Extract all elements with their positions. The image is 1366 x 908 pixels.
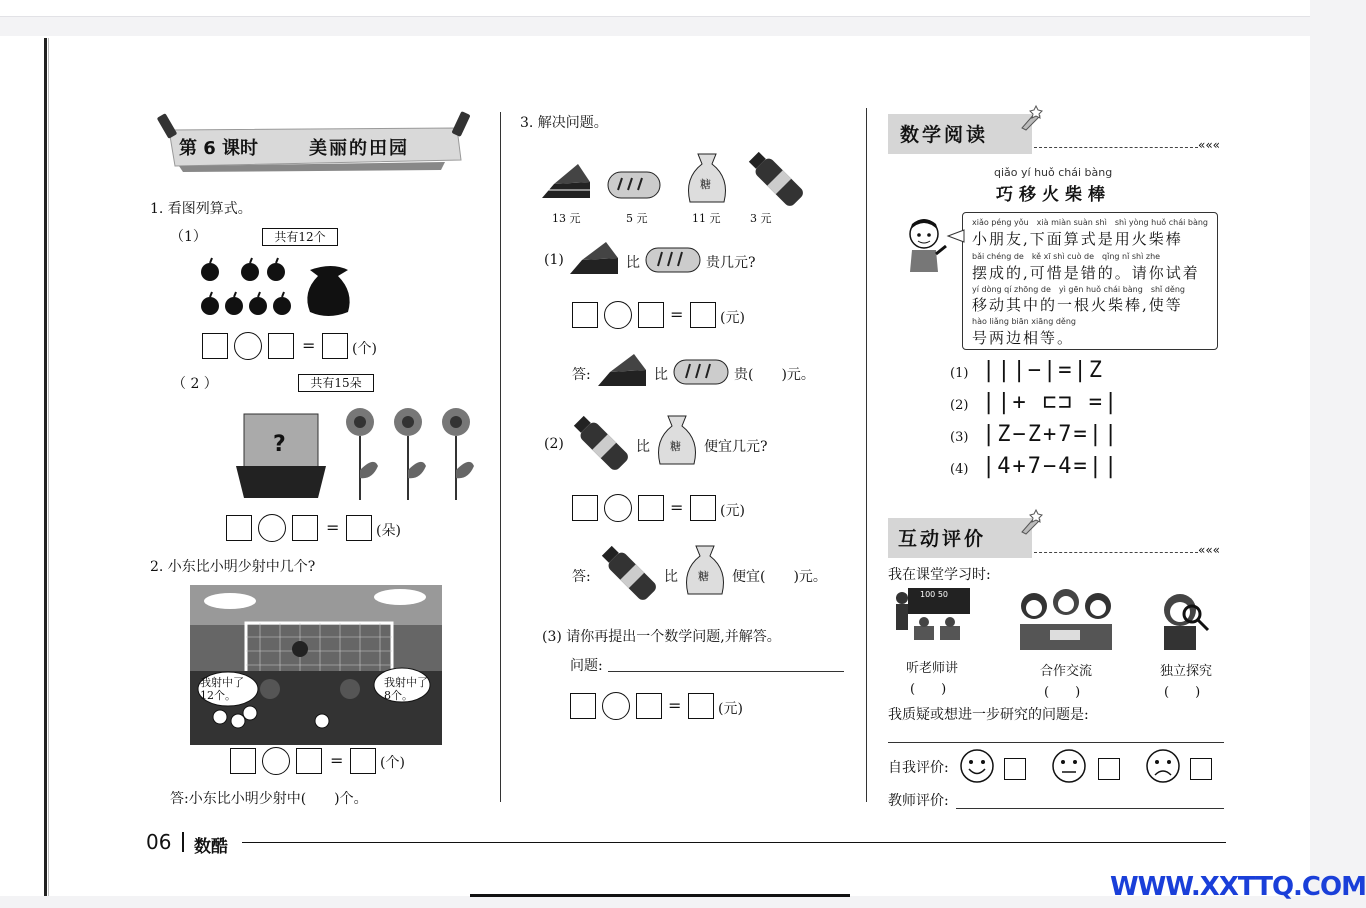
answer-box[interactable] — [572, 495, 598, 521]
reading-pinyin-2: bǎi chéng de kě xī shì cuò de qǐng nǐ shì zhe — [972, 252, 1161, 261]
answer-box[interactable] — [350, 748, 376, 774]
matchstick-eq-label: (1) — [950, 366, 969, 381]
teacher-eval-line[interactable] — [956, 808, 1224, 809]
equals-sign: = — [326, 518, 340, 537]
speech-bubble-left: 我射中了12个。 — [200, 676, 244, 702]
page-spine — [44, 38, 47, 896]
operator-circle[interactable] — [604, 494, 632, 522]
candy-bag-label: 糖 — [698, 570, 709, 583]
pencil-star-icon — [1018, 508, 1044, 536]
self-eval-checkbox[interactable] — [1190, 758, 1212, 780]
comparison-word: 比 — [636, 439, 650, 455]
unit-label: (朵) — [376, 523, 401, 539]
q1-part1-label: （1） — [170, 229, 207, 245]
q3-part3-ask: 问题: — [570, 658, 603, 674]
price-water: 3 元 — [750, 212, 772, 225]
bread-icon — [606, 168, 662, 200]
water-bottle-icon — [570, 412, 630, 472]
unit-label: (个) — [380, 755, 405, 771]
answer-box[interactable] — [570, 693, 596, 719]
reading-pinyin-1: xiǎo péng yǒu xià miàn suàn shì shì yòng huǒ chái bàng — [972, 218, 1209, 227]
teacher-eval-label: 教师评价: — [888, 793, 949, 809]
question-write-line[interactable] — [888, 742, 1224, 743]
operator-circle[interactable] — [258, 514, 286, 542]
answer-box[interactable] — [688, 693, 714, 719]
banner-pin-right-icon — [450, 110, 474, 138]
reading-line-1: 小朋友,下面算式是用火柴棒 — [972, 230, 1183, 248]
price-candy: 11 元 — [692, 212, 721, 225]
matchstick-equation: |4+7−4=|| — [982, 454, 1120, 479]
eval-chevrons: ««« — [1198, 543, 1221, 557]
lesson-title: 美丽的田园 — [309, 138, 409, 159]
lesson-banner — [165, 124, 463, 170]
answer-box[interactable] — [690, 495, 716, 521]
equals-sign: = — [302, 336, 316, 355]
eval-intro: 我在课堂学习时: — [888, 567, 991, 583]
answer-box[interactable] — [268, 333, 294, 359]
cake-icon — [540, 160, 592, 202]
q1-part2-total-tag: 共有15朵 — [298, 374, 374, 392]
blackboard-text: 100 50 — [920, 590, 948, 599]
neutral-face-icon — [1050, 748, 1088, 784]
bread-icon — [672, 358, 730, 386]
answer-box[interactable] — [638, 302, 664, 328]
comparison-word: 比 — [654, 367, 668, 383]
matchstick-eq-label: (2) — [950, 398, 969, 413]
answer-box[interactable] — [322, 333, 348, 359]
operator-circle[interactable] — [234, 332, 262, 360]
answer-box[interactable] — [636, 693, 662, 719]
soccer-scene-image — [190, 585, 442, 745]
reading-heading: 数学阅读 — [900, 124, 989, 146]
equals-sign: = — [670, 498, 684, 517]
happy-face-icon — [958, 748, 996, 784]
page-number: 06 — [146, 830, 172, 854]
site-watermark: WWW.XXTTQ.COM — [1110, 872, 1366, 902]
answer-box[interactable] — [346, 515, 372, 541]
flowers-illustration — [232, 400, 482, 504]
q3-part2-question: 便宜几元? — [704, 439, 768, 455]
q2-answer: 答:小东比小明少射中( )个。 — [170, 791, 368, 807]
answer-box[interactable] — [226, 515, 252, 541]
pencil-star-icon — [1018, 104, 1044, 132]
comparison-word: 比 — [664, 569, 678, 585]
bread-icon — [644, 246, 702, 274]
price-bread: 5 元 — [626, 212, 648, 225]
boy-illustration — [900, 216, 950, 276]
group-discussion-illustration — [1014, 588, 1118, 654]
matchstick-equation: |Z−Z+7=|| — [982, 422, 1120, 447]
reading-title: 巧移火柴棒 — [996, 185, 1111, 205]
cake-icon — [568, 238, 620, 278]
operator-circle[interactable] — [604, 301, 632, 329]
page-bottom-edge — [470, 894, 850, 897]
self-eval-checkbox[interactable] — [1004, 758, 1026, 780]
matchstick-eq-label: (3) — [950, 430, 969, 445]
unit-label: (元) — [718, 701, 743, 717]
speech-pointer — [948, 228, 964, 244]
q3-part3-text: (3) 请你再提出一个数学问题,并解答。 — [542, 629, 781, 645]
banner-pin-left-icon — [156, 112, 180, 140]
equals-sign: = — [668, 696, 682, 715]
reading-title-pinyin: qiǎo yí huǒ chái bàng — [994, 166, 1113, 179]
question-write-line[interactable] — [608, 671, 844, 672]
q3-part1-label: (1) — [544, 252, 564, 268]
matchstick-equation: |||−|=|Z — [982, 358, 1104, 383]
answer-prefix: 答: — [572, 367, 591, 383]
eval-dashed-rule — [1034, 552, 1198, 553]
eval-paren-listen[interactable]: ( ) — [910, 682, 947, 697]
unit-label: (个) — [352, 341, 377, 357]
eval-item-explore: 独立探究 — [1160, 664, 1213, 679]
cake-icon — [596, 350, 648, 390]
answer-box[interactable] — [230, 748, 256, 774]
q1-part1-total-tag: 共有12个 — [262, 228, 338, 246]
q3-part2-label: (2) — [544, 436, 564, 452]
apples-illustration — [198, 256, 358, 322]
eval-heading: 互动评价 — [898, 528, 987, 550]
eval-question-prompt: 我质疑或想进一步研究的问题是: — [888, 707, 1089, 723]
footer-separator — [182, 832, 184, 852]
q2-title: 2. 小东比小明少射中几个? — [150, 559, 316, 575]
price-cake: 13 元 — [552, 212, 581, 225]
column-divider — [500, 112, 501, 802]
unit-label: (元) — [720, 310, 745, 326]
reading-chevrons: ««« — [1198, 138, 1221, 152]
q1-part2-label: （ 2 ） — [172, 376, 218, 392]
independent-study-illustration — [1152, 590, 1216, 652]
eval-item-listen: 听老师讲 — [906, 661, 959, 676]
answer-box[interactable] — [690, 302, 716, 328]
q3-part1-answer: 贵( )元。 — [734, 367, 815, 383]
answer-prefix: 答: — [572, 569, 591, 585]
equals-sign: = — [330, 751, 344, 770]
q3-part2-answer: 便宜( )元。 — [732, 569, 827, 585]
water-bottle-icon — [598, 542, 658, 602]
footer-rule — [242, 842, 1226, 843]
candy-bag-label: 糖 — [700, 178, 711, 191]
answer-box[interactable] — [638, 495, 664, 521]
q1-title: 1. 看图列算式。 — [150, 201, 252, 217]
top-toolbar — [0, 0, 1310, 17]
eval-paren-explore[interactable]: ( ) — [1164, 685, 1201, 700]
q3-title: 3. 解决问题。 — [520, 115, 608, 131]
matchstick-equation: ||+ ⊏⊐ =| — [982, 390, 1120, 415]
self-eval-label: 自我评价: — [888, 760, 949, 776]
self-eval-checkbox[interactable] — [1098, 758, 1120, 780]
equals-sign: = — [670, 305, 684, 324]
matchstick-eq-label: (4) — [950, 462, 969, 477]
reading-line-2: 摆成的,可惜是错的。请你试着 — [972, 264, 1200, 282]
candy-bag-label: 糖 — [670, 440, 681, 453]
sad-face-icon — [1144, 748, 1182, 784]
answer-box[interactable] — [572, 302, 598, 328]
answer-box[interactable] — [202, 333, 228, 359]
operator-circle[interactable] — [262, 747, 290, 775]
reading-line-3: 移动其中的一根火柴棒,使等 — [972, 296, 1183, 314]
unit-label: (元) — [720, 503, 745, 519]
reading-pinyin-3: yí dòng qí zhōng de yì gēn huǒ chái bàng shǐ děng — [972, 285, 1185, 294]
operator-circle[interactable] — [602, 692, 630, 720]
column-divider — [866, 108, 867, 802]
page-spine-shadow — [48, 38, 49, 896]
eval-paren-cooperate[interactable]: ( ) — [1044, 685, 1081, 700]
comparison-word: 比 — [626, 255, 640, 271]
answer-box[interactable] — [296, 748, 322, 774]
q3-part1-question: 贵几元? — [706, 255, 756, 271]
reading-line-4: 号两边相等。 — [972, 329, 1075, 347]
reading-pinyin-4: hào liǎng biān xiāng děng — [972, 317, 1076, 326]
reading-dashed-rule — [1034, 147, 1198, 148]
lesson-number: 第 6 课时 — [179, 138, 259, 159]
answer-box[interactable] — [292, 515, 318, 541]
eval-item-cooperate: 合作交流 — [1040, 664, 1093, 679]
footer-brand: 数酷 — [194, 837, 228, 857]
speech-bubble-right: 我射中了8个。 — [384, 676, 428, 702]
hidden-count-mark: ? — [273, 432, 286, 457]
water-bottle-icon — [744, 150, 806, 206]
